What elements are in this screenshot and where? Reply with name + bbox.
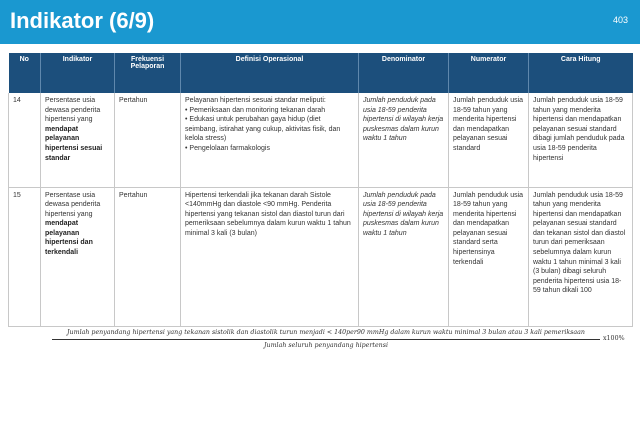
indikator-emphasis: mendapat pelayanan hipertensi sesuai standar (45, 125, 103, 162)
indicator-table (8, 53, 633, 327)
cell-definisi (181, 93, 359, 187)
cell-denominator: Jumlah penduduk pada usia 18-59 penderita hipertensi di wilayah kerja puskesmas dalam kurun waktu 1 tahun (359, 187, 449, 326)
col-header-definisi: Definisi Operasional (181, 53, 359, 93)
page-number: 403 (612, 15, 628, 25)
table-header-row (9, 53, 633, 93)
definisi-item: • Edukasi untuk perubahan gaya hidup (diet seimbang, istirahat yang cukup, aktivitas fisik, dan kelola stress) (185, 116, 341, 143)
definisi-item: • Pemeriksaan dan monitoring tekanan darah (185, 106, 326, 114)
formula-multiplier: x100% (603, 335, 625, 342)
table-row (9, 187, 633, 326)
definisi-intro: Pelayanan hipertensi sesuai standar meliputi: (185, 97, 326, 104)
cell-frekuensi: Pertahun (115, 187, 181, 326)
fraction-line (52, 339, 600, 340)
col-header-frekuensi: Frekuensi Pelaporan (115, 53, 181, 93)
indikator-emphasis: mendapat pelayanan hipertensi dan terkendali (45, 220, 93, 257)
col-header-denominator: Denominator (359, 53, 449, 93)
cell-indikator (41, 187, 115, 326)
slide-title: Indikator (6/9) (10, 8, 155, 33)
formula-numerator: Jumlah penyandang hipertensi yang tekanan sistolik dan diastolik turun menjadi < 140per90 mmHg dalam kurun waktu minimal 3 bulan atau 3 kali pemeriksaan (67, 329, 585, 336)
cell-cara-hitung: Jumlah penduduk usia 18-59 tahun yang menderita hipertensi dan mendapatkan pelayanan sesuai standard dibagi jumlah penduduk pada usia 18-59 penderita hipertensi (529, 93, 633, 187)
col-header-no: No (9, 53, 41, 93)
col-header-indikator: Indikator (41, 53, 115, 93)
indikator-text: Persentase usia dewasa penderita hipertensi yang (45, 97, 101, 124)
formula-denominator: Jumlah seluruh penyandang hipertensi (264, 342, 388, 349)
cell-no: 14 (9, 93, 41, 187)
cell-cara-hitung: Jumlah penduduk usia 18-59 tahun yang menderita hipertensi dan mendapatkan pelayanan sesuai standard dan tekanan sistol dan diastol turun dari pemeriksaan sebelumnya dalam kurun waktu 1 tahun minimal 3 kali (3 bulan) dibagi seluruh penderita hipertensi usia 18-59 tahun dikali 100 (529, 187, 633, 326)
cell-indikator (41, 93, 115, 187)
formula (52, 328, 625, 358)
cell-numerator: Jumlah penduduk usia 18-59 tahun yang menderita hipertensi dan mendapatkan pelayanan sesuai standard (449, 93, 529, 187)
definisi-item: • Pengelolaan farmakologis (185, 144, 270, 152)
cell-numerator: Jumlah penduduk usia 18-59 tahun yang menderita hipertensi dan mendapatkan pelayanan sesuai standard serta hipertensinya terkendali (449, 187, 529, 326)
cell-definisi: Hipertensi terkendali jika tekanan darah Sistole <140mmHg dan diastole <90 mmHg. Penderita hipertensi yang tekanan sistol dan diastol turun dari pemeriksaan sebelumnya dalam kurun waktu 1 tahun minimal 3 kali (3 bulan) (181, 187, 359, 326)
cell-no: 15 (9, 187, 41, 326)
cell-frekuensi: Pertahun (115, 93, 181, 187)
indikator-text: Persentase usia dewasa penderita hipertensi yang (45, 191, 101, 218)
title-bar (0, 0, 640, 44)
cell-denominator: Jumlah penduduk pada usia 18-59 penderita hipertensi di wilayah kerja puskesmas dalam kurun waktu 1 tahun (359, 93, 449, 187)
col-header-cara-hitung: Cara Hitung (529, 53, 633, 93)
table-row (9, 93, 633, 187)
col-header-numerator: Numerator (449, 53, 529, 93)
